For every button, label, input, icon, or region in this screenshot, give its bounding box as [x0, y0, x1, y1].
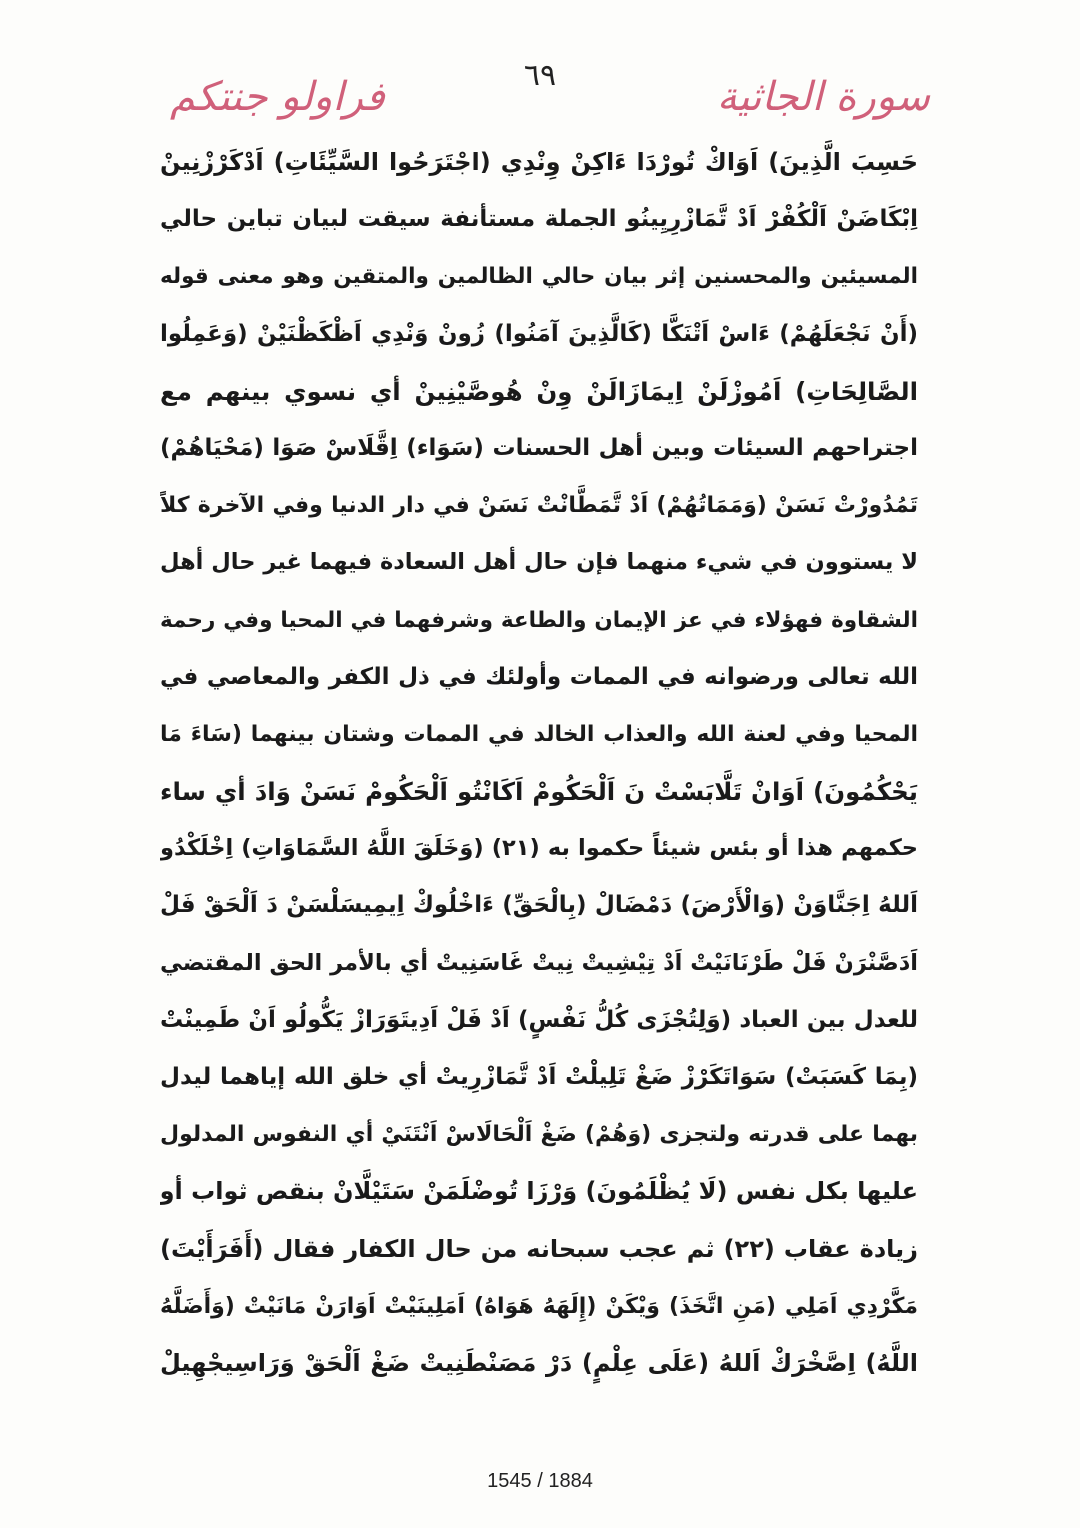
text-line: لا يستوون في شيء منهما فإن حال أهل السعادة فيهما غير حال أهل — [160, 549, 918, 576]
text-line: حكمهم هذا أو بئس شيئاً حكموا به (٢١) (وَخَلَقَ اللَّهُ السَّمَاوَاتِ) اِخْلَكْدُو — [160, 835, 918, 862]
text-line: الشقاوة فهؤلاء في عز الإيمان والطاعة وشرفهما في المحيا وفي رحمة — [160, 607, 918, 633]
text-line: حَسِبَ الَّذِينَ) اَوَاكْ تُورْدَا ءَاكِنْ وِنْدِي (اجْتَرَحُوا السَّيِّئَاتِ) اَدْكَرْزْنِينْ — [160, 148, 918, 176]
handwritten-surah-title: سورة الجاثية — [716, 74, 930, 120]
text-line: عليها بكل نفس (لَا يُظْلَمُونَ) وَرْزَا تُوضْلَمَنْ سَتَيْلَّانْ بنقص ثواب أو — [160, 1177, 918, 1206]
page-number: ٦٩ — [523, 58, 557, 93]
text-line: اللَّهُ) اِصَّخْرَكْ اَللهُ (عَلَى عِلْمٍ) دَرْ مَصَنْطَنِيتْ ضَغْ اَلْحَقْ وَرَاسِيجْهِيلْ — [160, 1348, 918, 1377]
text-line: اَللهُ اِجَنَّاوَنْ (وَالْأَرْضَ) دَمْضَالْ (بِالْحَقِّ) ءَاخْلُوكْ اِيمِيسَلْسَنْ دَ اَلْحَقْ فَلْ — [160, 892, 918, 919]
text-line: (بِمَا كَسَبَتْ) سَوَاتَكَرْزْ ضَغْ تَلِيلْتْ اَدْ تَّمَازْرِيتْ أي خلق الله إياهما ليدل — [160, 1064, 918, 1090]
page-counter: 1545 / 1884 — [487, 1470, 593, 1492]
text-line: مَكَّرْدِي اَمَلِي (مَنِ اتَّخَذَ) وَيْكَنْ (إِلَهَهُ هَوَاهُ) اَمَلِينَيْتْ اَوَارَنْ مَانَيْتْ (وَأَضَلَّهُ — [160, 1293, 918, 1319]
text-line: بهما على قدرته ولتجزى (وَهُمْ) ضَغْ اَلْحَالَاسْ اَنْتَنَيْ أي النفوس المدلول — [160, 1122, 918, 1148]
text-line: تَمُدُورْتْ نَسَنْ (وَمَمَاتُهُمْ) اَدْ تَّمَطَّانْتْ نَسَنْ في دار الدنيا وفي الآخرة كلاً — [160, 493, 918, 519]
text-line: زيادة عقاب (٢٢) ثم عجب سبحانه من حال الكفار فقال (أَفَرَأَيْتَ) — [160, 1234, 918, 1263]
text-line: اَدَصَّنْرَنْ فَلْ طَرْنَانَيْتْ اَدْ تِيْشِيتْ نِيتْ غَاسَنِيتْ أي بالأمر الحق المقتضي — [160, 949, 918, 976]
text-line: اجتراحهم السيئات وبين أهل الحسنات (سَوَاء) اِقَّلَاسْ صَوَا (مَحْيَاهُمْ) — [160, 434, 918, 461]
text-line: الصَّالِحَاتِ) اَمُوزْلَنْ اِيمَازَالَنْ وِنْ هُوصَّيْنِينْ أي نسوي بينهم مع — [160, 376, 918, 406]
text-line: للعدل بين العباد (وَلِتُجْزَى كُلُّ نَفْسٍ) اَدْ فَلْ اَدِيتَوَرَازْ يَكُّولُو اَنْ طَمِينْتْ — [160, 1006, 918, 1033]
text-line: المحيا وفي لعنة الله والعذاب الخالد في الممات وشتان بينهما (سَاءَ مَا — [160, 721, 918, 747]
text-line: الله تعالى ورضوانه في الممات وأولئك في ذل الكفر والمعاصي في — [160, 663, 918, 690]
text-line: المسيئين والمحسنين إثر بيان حالي الظالمين والمتقين وهو معنى قوله — [160, 264, 918, 290]
body-text — [160, 134, 918, 1392]
text-line: (أَنْ نَجْعَلَهُمْ) ءَاسْ اَتْنَكَّا (كَالَّذِينَ آمَنُوا) زُونْ وَنْدِي اَظْكَظْنَيْنْ (وَعَمِلُوا — [160, 320, 918, 347]
text-line: يَحْكُمُونَ) اَوَانْ تَلَّابَسْتْ نَ اَلْحَكُومْ اَكَانْتُو اَلْحَكُومْ نَسَنْ وَادَ أي ساء — [160, 777, 918, 807]
text-line: اِبْكَاضَنْ اَلْكُفْرْ اَدْ تَّمَازْرِيِينُو الجملة مستأنفة سيقت لبيان تباين حالي — [160, 206, 918, 233]
handwritten-margin-note-left: فراولو جنتكم — [170, 74, 385, 120]
